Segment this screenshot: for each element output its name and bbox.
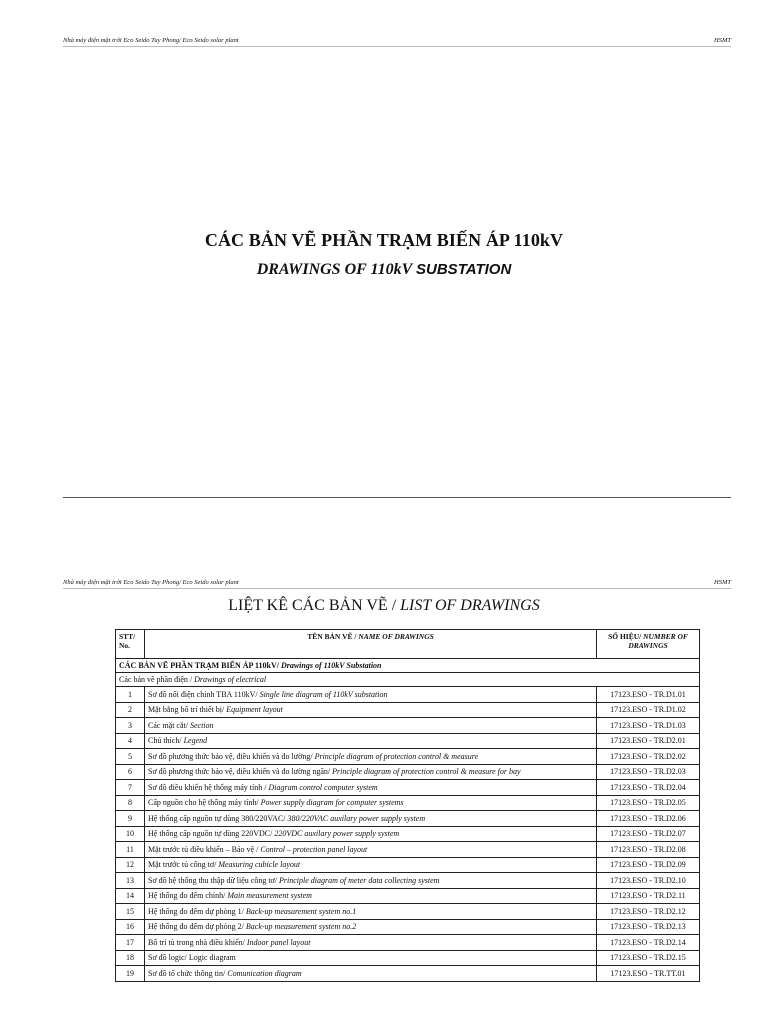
row-title-en: Principle diagram of protection control & measure (314, 751, 479, 761)
page-header (63, 37, 731, 47)
col-name (145, 630, 597, 659)
row-code: 17123.ESO - TR.D2.11 (597, 888, 700, 904)
row-title (145, 826, 597, 842)
row-title-vi: Sơ đồ nối điện chính TBA 110kV/ (148, 689, 260, 699)
row-no: 8 (116, 795, 145, 811)
row-title-en: Principle diagram of meter data collecting system (279, 875, 440, 885)
row-code: 17123.ESO - TR.D2.09 (597, 857, 700, 873)
col-stt: STT/ No. (116, 630, 145, 659)
row-code: 17123.ESO - TR.D2.02 (597, 749, 700, 765)
row-title-en: Legend (183, 736, 208, 746)
header-code-2: HSMT (714, 579, 731, 586)
row-code: 17123.ESO - TR.D1.03 (597, 718, 700, 734)
row-code: 17123.ESO - TR.TT.01 (597, 966, 700, 982)
page-divider (63, 497, 731, 498)
row-no: 16 (116, 919, 145, 935)
row-no: 13 (116, 873, 145, 889)
row-title (145, 857, 597, 873)
row-title-vi: Hệ thống cấp nguồn tự dùng 380/220VAC/ (148, 813, 288, 823)
row-title (145, 904, 597, 920)
row-title (145, 842, 597, 858)
row-title (145, 780, 597, 796)
row-no: 19 (116, 966, 145, 982)
row-title-vi: Hệ thống đo đếm dự phòng 1/ (148, 906, 246, 916)
row-title (145, 811, 597, 827)
row-title-en: Equipment layout (226, 705, 283, 715)
row-title-en: 220VDC auxilary power supply system (274, 829, 400, 839)
row-title-vi: Mặt bằng bố trí thiết bị/ (148, 705, 227, 715)
row-title-en: Main measurement system (227, 891, 312, 901)
row-code: 17123.ESO - TR.D2.13 (597, 919, 700, 935)
subsection-en: Drawings of electrical (194, 675, 267, 684)
list-title-vi: LIỆT KÊ CÁC BẢN VẼ / (228, 597, 401, 614)
row-title (145, 873, 597, 889)
row-title-vi: Mặt trước tủ công tơ/ (148, 860, 219, 870)
row-title-vi: Các mặt cắt/ (148, 720, 190, 730)
table-header-row (116, 630, 700, 659)
row-title-vi: Sơ đồ logic/ Logic diagram (148, 953, 236, 963)
table-row (116, 888, 700, 904)
row-no: 15 (116, 904, 145, 920)
row-code: 17123.ESO - TR.D2.01 (597, 733, 700, 749)
table-row (116, 857, 700, 873)
subsection-cell (116, 673, 700, 687)
row-title-vi: Sơ đồ phương thức bảo vệ, điều khiển và đo lường/ (148, 751, 315, 761)
row-no: 6 (116, 764, 145, 780)
row-code: 17123.ESO - TR.D2.15 (597, 950, 700, 966)
table-row (116, 764, 700, 780)
row-title-vi: Chú thích/ (148, 736, 184, 746)
table-row (116, 904, 700, 920)
row-title (145, 718, 597, 734)
row-title-vi: Cấp nguồn cho hệ thống máy tính/ (148, 798, 261, 808)
row-code: 17123.ESO - TR.D2.04 (597, 780, 700, 796)
row-title-en: Section (189, 720, 214, 730)
row-code: 17123.ESO - TR.D2.03 (597, 764, 700, 780)
table-row (116, 919, 700, 935)
row-title-en: Back-up measurement system no.2 (245, 922, 357, 932)
table-row (116, 950, 700, 966)
row-title-vi: Sơ đồ phương thức bảo vệ, điều khiển và đo lường ngăn/ (148, 767, 333, 777)
table-row (116, 780, 700, 796)
row-code: 17123.ESO - TR.D2.12 (597, 904, 700, 920)
row-code: 17123.ESO - TR.D2.14 (597, 935, 700, 951)
section-cell (116, 659, 700, 673)
row-title (145, 764, 597, 780)
row-code: 17123.ESO - TR.D2.08 (597, 842, 700, 858)
row-no: 3 (116, 718, 145, 734)
row-code: 17123.ESO - TR.D2.05 (597, 795, 700, 811)
table-row (116, 966, 700, 982)
col-number-vi: SỐ HIỆU/ (608, 632, 644, 641)
row-title (145, 966, 597, 982)
row-title (145, 919, 597, 935)
col-number (597, 630, 700, 659)
cover-title-vi: CÁC BẢN VẼ PHẦN TRẠM BIẾN ÁP 110kV (204, 230, 564, 250)
row-title-vi: Sơ đồ tổ chức thông tin/ (148, 968, 228, 978)
row-no: 14 (116, 888, 145, 904)
table-row (116, 826, 700, 842)
page-header-2 (63, 579, 731, 589)
row-title-vi: Hệ thống cấp nguồn tự dùng 220VDC/ (148, 829, 275, 839)
row-code: 17123.ESO - TR.D2.07 (597, 826, 700, 842)
row-no: 5 (116, 749, 145, 765)
row-code: 17123.ESO - TR.D2.06 (597, 811, 700, 827)
table-row (116, 873, 700, 889)
table-row (116, 811, 700, 827)
table-row (116, 702, 700, 718)
row-title-vi: Sơ đồ điều khiển hệ thống máy tính / (148, 782, 269, 792)
table-row (116, 718, 700, 734)
table-row (116, 795, 700, 811)
table-row (116, 749, 700, 765)
row-code: 17123.ESO - TR.D2.10 (597, 873, 700, 889)
row-title (145, 702, 597, 718)
row-title-en: Control – protection panel layout (260, 844, 368, 854)
row-title-en: Power supply diagram for computer systems (260, 798, 404, 808)
row-title-vi: Hệ thống đo đếm chính/ (148, 891, 228, 901)
row-code: 17123.ESO - TR.D1.02 (597, 702, 700, 718)
subsection-row (116, 673, 700, 687)
section-row (116, 659, 700, 673)
row-title-en: Principle diagram of protection control & measure for bay (332, 767, 521, 777)
header-project-2: Nhà máy điện mặt trời Eco Seido Tuy Phong/ Eco Seido solar plant (63, 579, 239, 586)
col-number-en: NUMBER OF DRAWINGS (628, 632, 688, 650)
row-title (145, 935, 597, 951)
row-no: 7 (116, 780, 145, 796)
row-no: 4 (116, 733, 145, 749)
row-title-en: Comunication diagram (227, 968, 302, 978)
header-code: HSMT (714, 37, 731, 44)
row-title (145, 687, 597, 703)
row-title-en: 380/220VAC auxilary power supply system (287, 813, 426, 823)
row-title-vi: Mặt trước tủ điều khiển – Bảo vệ / (148, 844, 261, 854)
drawings-table (115, 629, 700, 982)
row-no: 11 (116, 842, 145, 858)
table-row (116, 935, 700, 951)
col-name-vi: TÊN BẢN VẼ / (307, 632, 359, 641)
list-title (0, 597, 768, 615)
section-en: Drawings of 110kV Substation (280, 661, 382, 670)
row-no: 2 (116, 702, 145, 718)
row-title-en: Single line diagram of 110kV substation (259, 689, 388, 699)
row-title (145, 950, 597, 966)
row-title-en: Back-up measurement system no.1 (245, 906, 357, 916)
cover-title-en-suffix: SUBSTATION (416, 261, 512, 278)
table-row (116, 733, 700, 749)
row-no: 18 (116, 950, 145, 966)
row-title (145, 888, 597, 904)
section-vi: CÁC BẢN VẼ PHẦN TRẠM BIẾN ÁP 110kV/ (119, 661, 281, 670)
row-no: 10 (116, 826, 145, 842)
row-title-en: Diagram control computer system (268, 782, 378, 792)
row-no: 9 (116, 811, 145, 827)
list-title-en: LIST OF DRAWINGS (400, 597, 540, 614)
cover-title-en (0, 261, 768, 279)
row-no: 1 (116, 687, 145, 703)
table-row (116, 842, 700, 858)
row-title-vi: Sơ đồ hệ thống thu thập dữ liệu công tơ/ (148, 875, 280, 885)
row-no: 12 (116, 857, 145, 873)
row-title (145, 749, 597, 765)
col-name-en: NAME OF DRAWINGS (358, 632, 434, 641)
row-title (145, 795, 597, 811)
cover-title-en-prefix: DRAWINGS OF 110kV (256, 261, 417, 278)
cover-title (0, 230, 768, 279)
table-row (116, 687, 700, 703)
row-title-en: Indoor panel layout (246, 937, 311, 947)
row-title-vi: Hệ thống đo đếm dự phòng 2/ (148, 922, 246, 932)
row-title-vi: Bố trí tủ trong nhà điều khiển/ (148, 937, 247, 947)
row-title-en: Measuring cubicle layout (218, 860, 301, 870)
row-title (145, 733, 597, 749)
row-code: 17123.ESO - TR.D1.01 (597, 687, 700, 703)
header-project: Nhà máy điện mặt trời Eco Seido Tuy Phong/ Eco Seido solar plant (63, 37, 239, 44)
subsection-vi: Các bản vẽ phần điện / (119, 675, 195, 684)
row-no: 17 (116, 935, 145, 951)
